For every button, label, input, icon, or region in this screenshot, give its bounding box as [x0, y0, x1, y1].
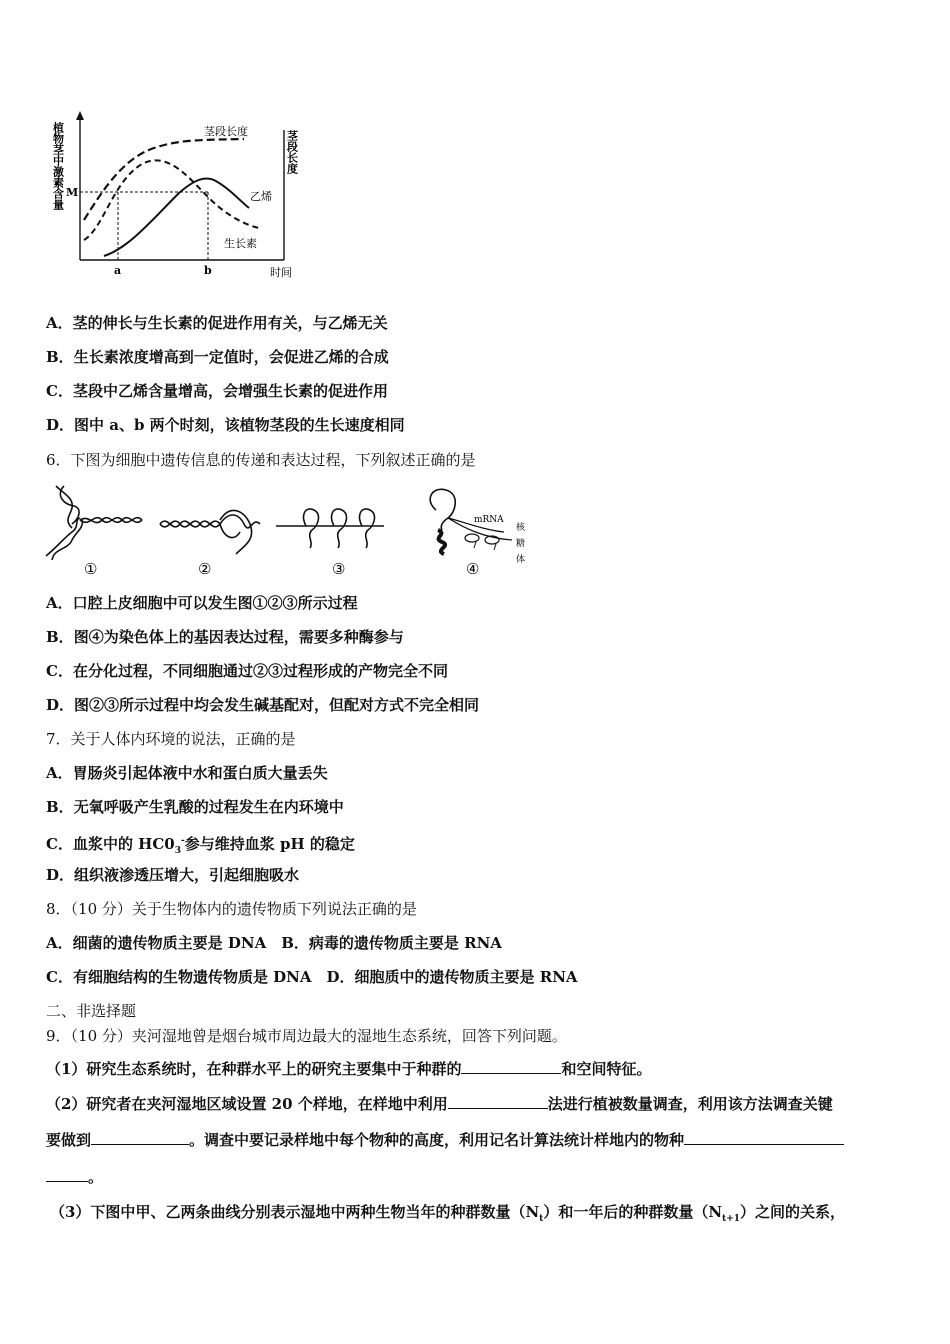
- mrna-label: mRNA: [474, 515, 504, 525]
- graph-stem-length-label: 茎段长度: [204, 125, 248, 138]
- section-heading-non-choice: 二、非选择题: [46, 1002, 137, 1020]
- answer-blank[interactable]: [91, 1129, 189, 1145]
- q9-part-3: （3）下图中甲、乙两条曲线分别表示湿地中两种生物当年的种群数量$(N_t)$和一年后的种群数量$(N_{t+1})$之间的关系，: [50, 1203, 846, 1224]
- ribosome-label-3: 体: [516, 555, 526, 565]
- q9-stem: 9．（10 分）夹河湿地曾是烟台城市周边最大的湿地生态系统，回答下列问题。: [46, 1027, 567, 1045]
- q8-options-row-2: C．有细胞结构的生物遗传物质是 DNA D．细胞质中的遗传物质主要是 RNA: [46, 968, 578, 986]
- answer-blank[interactable]: [46, 1166, 88, 1182]
- q6-option-a: A．口腔上皮细胞中可以发生图①②③所示过程: [46, 594, 358, 612]
- answer-blank[interactable]: [461, 1058, 561, 1074]
- q7-option-d: D．组织液渗透压增大，引起细胞吸水: [46, 866, 300, 884]
- graph-x-axis-label: 时间: [270, 266, 292, 279]
- figure-3-translation: [276, 509, 384, 548]
- gene-expression-figure: [44, 484, 534, 578]
- q6-stem: 6．下图为细胞中遗传信息的传递和表达过程，下列叙述正确的是: [46, 451, 476, 469]
- figure-1-replication: [46, 486, 142, 560]
- figure-label-2: ②: [198, 560, 212, 578]
- q8-options-row-1: A．细菌的遗传物质主要是 DNA B．病毒的遗传物质主要是 RNA: [46, 934, 502, 952]
- q5-option-c: C．茎段中乙烯含量增高，会增强生长素的促进作用: [46, 382, 388, 400]
- graph-auxin-label: 生长素: [224, 237, 257, 250]
- graph-ethylene-label: 乙烯: [250, 190, 272, 203]
- q6-option-d: D．图②③所示过程中均会发生碱基配对，但配对方式不完全相同: [46, 696, 480, 714]
- graph-right-axis-label: 茎段长度: [285, 130, 299, 174]
- q9-part-1: （1）研究生态系统时，在种群水平上的研究主要集中于种群的 和空间特征。: [46, 1060, 652, 1078]
- figure-label-1: ①: [84, 560, 98, 578]
- figure-label-3: ③: [332, 560, 346, 578]
- q5-option-a: A．茎的伸长与生长素的促进作用有关，与乙烯无关: [46, 314, 388, 332]
- graph-tick-a: a: [114, 264, 122, 277]
- q6-option-b: B．图④为染色体上的基因表达过程，需要多种酶参与: [46, 628, 404, 646]
- q5-option-d: D．图中 a、b 两个时刻，该植物茎段的生长速度相同: [46, 416, 405, 434]
- q7-option-c: C．血浆中的 $HC0_3^-$参与维持血浆 pH 的稳定: [46, 835, 355, 856]
- figure-2-transcription: [160, 510, 260, 554]
- figure-label-4: ④: [466, 560, 480, 578]
- ribosome-label-2: 糖: [516, 539, 526, 549]
- q6-option-c: C．在分化过程，不同细胞通过②③过程形成的产物完全不同: [46, 662, 448, 680]
- q7-option-b: B．无氧呼吸产生乳酸的过程发生在内环境中: [46, 798, 344, 816]
- answer-blank[interactable]: [684, 1129, 844, 1145]
- q9-part-2-cont: 要做到 。调查中要记录样地中每个物种的高度，利用记名计算法统计样地内的物种: [46, 1129, 844, 1150]
- q5-option-b: B．生长素浓度增高到一定值时，会促进乙烯的合成: [46, 348, 389, 366]
- q7-stem: 7．关于人体内环境的说法，正确的是: [46, 730, 296, 748]
- graph-m-label: M: [66, 186, 79, 199]
- graph-left-axis-arrow: [76, 111, 84, 120]
- q8-stem: 8．（10 分）关于生物体内的遗传物质下列说法正确的是: [46, 900, 417, 918]
- q9-part-2-end: 。: [46, 1166, 103, 1187]
- hormone-stem-graph: [44, 108, 304, 280]
- answer-blank[interactable]: [448, 1093, 548, 1109]
- graph-left-axis-label: 植物茎中激素含量: [51, 122, 65, 210]
- q9-part-2: （2）研究者在夹河湿地区域设置 20 个样地，在样地中利用 法进行植被数量调查，利用该方法调查关键: [46, 1095, 833, 1113]
- ribosome-label-1: 核: [516, 523, 526, 533]
- q7-option-a: A．胃肠炎引起体液中水和蛋白质大量丢失: [46, 764, 328, 782]
- graph-tick-b: b: [204, 264, 212, 277]
